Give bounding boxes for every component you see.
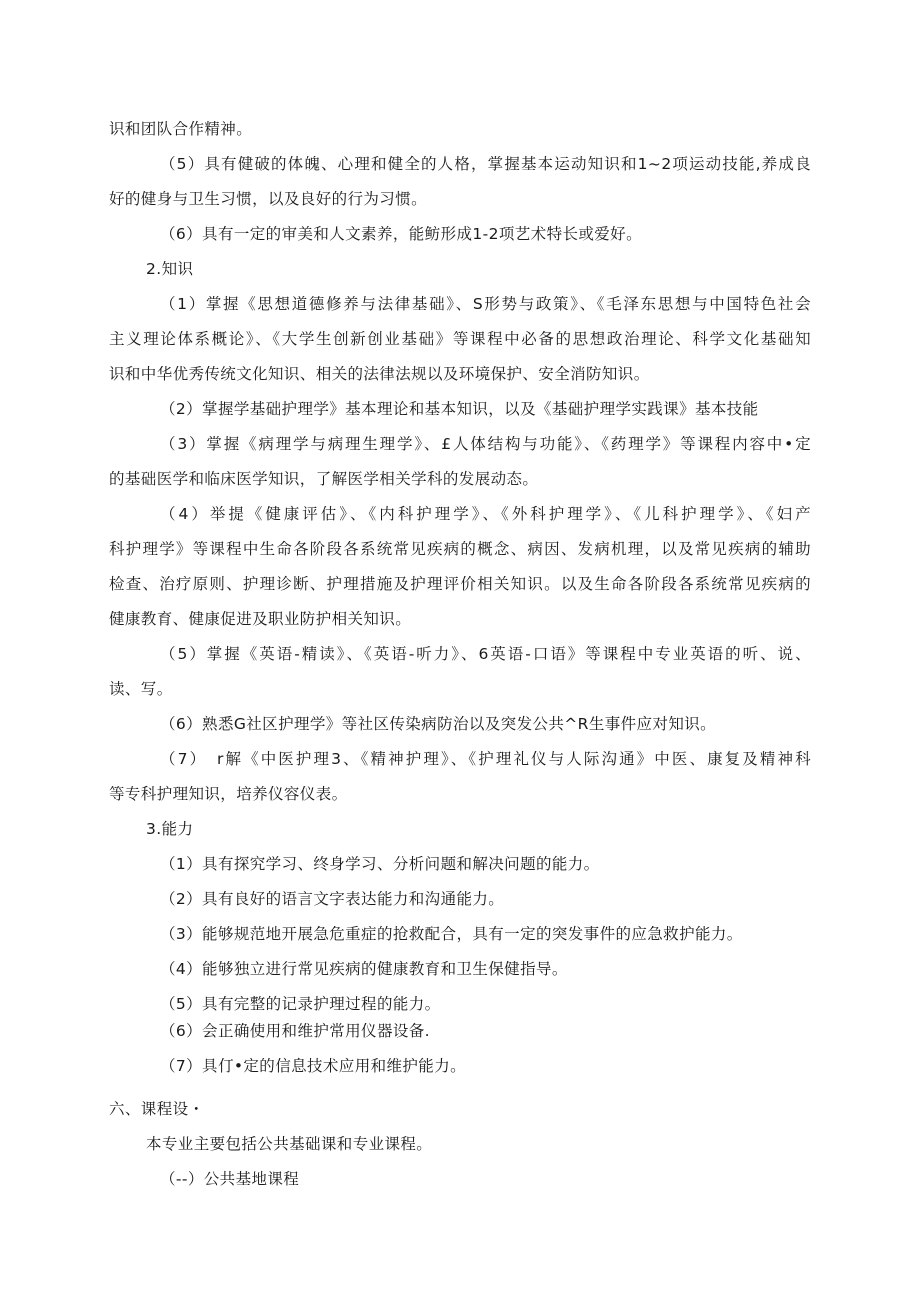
paragraph-line: （2）具有良好的语言文字表达能力和沟通能力。 [160,890,505,908]
paragraph-line: （5）具有健破的体魄、心理和健全的人格，掌握基本运动知识和1~2项运动技能,养成良 [160,155,811,173]
subsection-heading: （--）公共基地课程 [160,1170,300,1188]
paragraph-line: （5）具有完整的记录护理过程的能力。 [160,995,441,1013]
paragraph-line: （4）能够独立进行常见疾病的健康教育和卫生保健指导。 [160,960,568,978]
paragraph-line: 科护理学》等课程中生命各阶段各系统常见疾病的概念、病因、发病机理，以及常见疾病的辅助 [109,540,811,558]
paragraph-line: （1）具有探究学习、终身学习、分析问题和解决问题的能力。 [160,855,600,873]
paragraph-line: （2）掌握学基础护理学》基本理论和基本知识，以及《基础护理学实践课》基本技能 [160,400,759,418]
paragraph-line: （4）举提《健康评估》、《内科护理学》、《外科护理学》、《儿科护理学》、《妇产 [160,505,811,523]
paragraph-line: （7） r解《中医护理3、《精神护理》、《护理礼仪与人际沟通》中医、康复及精神科 [160,750,811,768]
paragraph-line: 本专业主要包括公共基础课和专业课程。 [146,1135,433,1153]
paragraph-line: （6）熟悉G社区护理学》等社区传染病防治以及突发公共^R生事件应对知识。 [160,715,717,733]
paragraph-line: 识和团队合作精神。 [109,120,253,138]
paragraph-line: （6）具有一定的审美和人文素养，能鲂形成1-2项艺术特长或爱好。 [160,225,642,243]
paragraph-line: 好的健身与卫生习惯，以及良好的行为习惯。 [109,190,428,208]
paragraph-line: （1）掌握《思想道德修养与法律基础》、S形势与政策》、《毛泽东思想与中国特色社会 [160,295,811,313]
paragraph-line: （7）具仃•定的信息技术应用和维护能力。 [160,1057,467,1075]
paragraph-line: （3）掌握《病理学与病理生理学》、£人体结构与功能》、《药理学》等课程内容中•定 [160,435,811,453]
paragraph-line: 的基础医学和临床医学知识，了解医学相关学科的发展动态。 [109,470,539,488]
paragraph-line: 检查、治疗原则、护理诊断、护理措施及护理评价相关知识。以及生命各阶段各系统常见疾病的 [109,575,811,593]
paragraph-line: 读、写。 [109,680,173,698]
paragraph-line: （5）掌握《英语-精读》、《英语-听力》、6英语-口语》等课程中专业英语的听、说、 [160,645,811,663]
paragraph-line: 等专科护理知识，培养仪容仪表。 [109,785,348,803]
paragraph-line: （3）能够规范地开展急危重症的抢救配合，具有一定的突发事件的应急救护能力。 [160,925,743,943]
paragraph-line: （6）会正确使用和维护常用仪器设备. [160,1022,430,1040]
section-heading: 2.知识 [146,260,194,278]
paragraph-line: 健康教育、健康促进及职业防护相关知识。 [109,610,412,628]
paragraph-line: 主义理论体系概论》、《大学生创新创业基础》等课程中必备的思想政治理论、科学文化基础知 [109,330,811,348]
paragraph-line: 识和中华优秀传统文化知识、相关的法律法规以及环境保护、安全消防知识。 [109,365,650,383]
section-heading: 3.能力 [146,820,194,838]
chapter-heading: 六、课程设・ [109,1100,205,1118]
